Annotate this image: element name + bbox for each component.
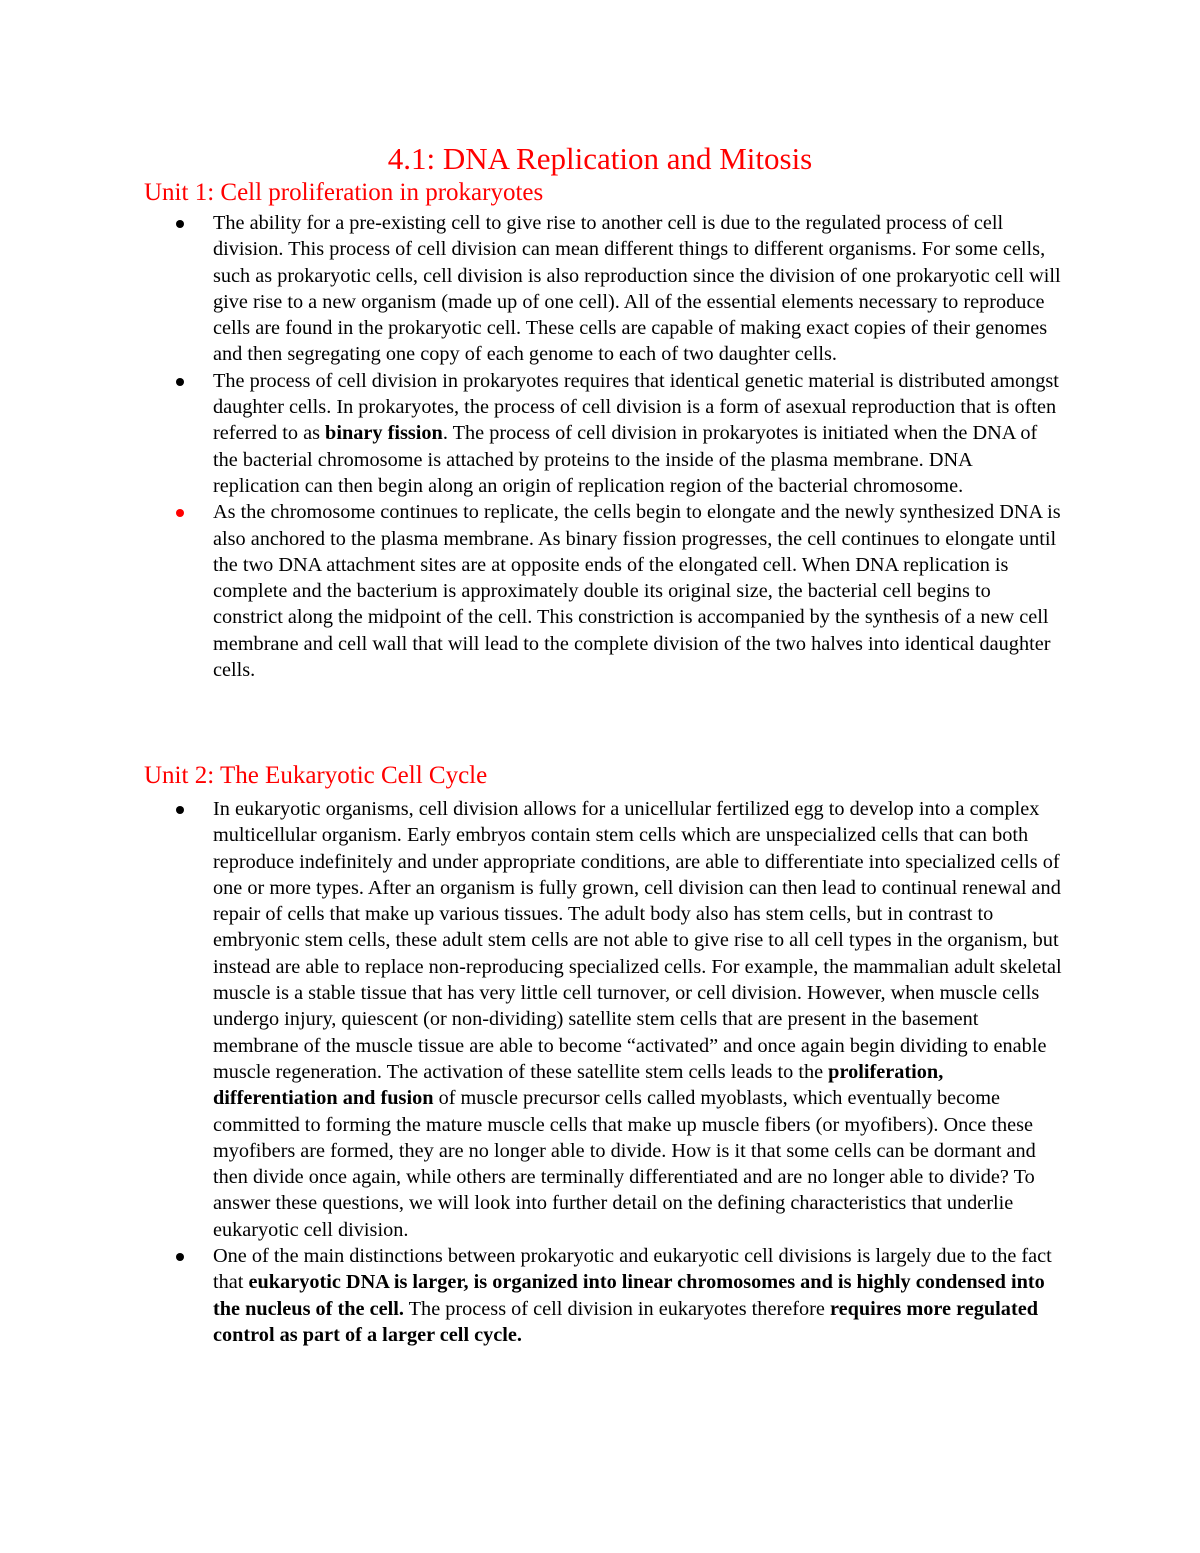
bullet-paragraph <box>213 212 1061 365</box>
bullet-dot-icon <box>176 509 184 517</box>
list-item <box>0 210 1063 368</box>
text-segment: The process of cell division in prokaryotes requires that identical genetic material is distributed amongst daughter cells. In prokaryotes, the process of cell division is a form of asexual reproduction that is often referred to as <box>213 369 1059 445</box>
bullet-paragraph <box>213 798 1062 1241</box>
bold-text-segment: eukaryotic DNA is larger, is organized into linear chromosomes and is highly condensed into the nucleus of the cell. <box>213 1271 1045 1320</box>
bold-text-segment: proliferation, differentiation and fusion <box>213 1060 944 1110</box>
list-item <box>0 368 1063 499</box>
bold-text-segment: requires more regulated control as part of a larger cell cycle. <box>213 1297 1038 1346</box>
text-segment: . The process of cell division in prokaryotes is initiated when the DNA of the bacterial chromosome is attached by proteins to the inside of the plasma membrane. DNA replication can then begin along an origin of replication region of the bacterial chromosome. <box>213 422 1038 497</box>
bullet-paragraph <box>213 501 1061 681</box>
bold-text-segment: binary fission <box>325 422 443 445</box>
bullet-dot-icon <box>176 806 184 814</box>
unit-2-bullet-list <box>0 796 1200 1348</box>
bullet-dot-icon <box>176 220 184 228</box>
list-item <box>0 499 1063 683</box>
text-segment: In eukaryotic organisms, cell division allows for a unicellular fertilized egg to develop into a complex multicellular organism. Early embryos contain stem cells which are unspecialized cells that can both reproduce indefinitely and under appropriate conditions, are able to differentiate into specialized cells of one or more types. After an organism is fully grown, cell division can then lead to continual renewal and repair of cells that make up various tissues. The adult body also has stem cells, but in contrast to embryonic stem cells, these adult stem cells are not able to give rise to all cell types in the organism, but instead are able to replace non-reproducing specialized cells. For example, the mammalian adult skeletal muscle is a stable tissue that has very little cell turnover, or cell division. However, when muscle cells undergo injury, quiescent (or non-dividing) satellite stem cells that are present in the basement membrane of the muscle tissue are able to become “activated” and once again begin dividing to enable muscle regeneration. The activation of these satellite stem cells leads to the <box>213 798 1062 1083</box>
list-item <box>0 796 1063 1243</box>
unit-2-heading: Unit 2: The Eukaryotic Cell Cycle <box>144 762 488 789</box>
unit-1-bullet-list <box>0 210 1200 683</box>
text-segment: of muscle precursor cells called myoblasts, which eventually become committed to forming the mature muscle cells that make up muscle fibers (or myofibers). Once these myofibers are formed, they are no longer able to divide. How is it that some cells can be dormant and then divide once again, while others are terminally differentiated and are no longer able to divide? To answer these questions, we will look into further detail on the defining characteristics that underlie eukaryotic cell division. <box>213 1087 1036 1241</box>
text-segment: The ability for a pre-existing cell to give rise to another cell is due to the regulated process of cell division. This process of cell division can mean different things to different organisms. For some cells, such as prokaryotic cells, cell division is also reproduction since the division of one prokaryotic cell will give rise to a new organism (made up of one cell). All of the essential elements necessary to reproduce cells are found in the prokaryotic cell. These cells are capable of making exact copies of their genomes and then segregating one copy of each genome to each of two daughter cells. <box>213 212 1061 366</box>
unit-1-heading: Unit 1: Cell proliferation in prokaryotes <box>144 179 544 206</box>
text-segment: As the chromosome continues to replicate, the cells begin to elongate and the newly synthesized DNA is also anchored to the plasma membrane. As binary fission progresses, the cell continues to elongate until the two DNA attachment sites are at opposite ends of the elongated cell. When DNA replication is complete and the bacterium is approximately double its original size, the bacterial cell begins to constrict along the midpoint of the cell. This constriction is accompanied by the synthesis of a new cell membrane and cell wall that will lead to the complete division of the two halves into identical daughter cells. <box>213 501 1061 682</box>
document-title: 4.1: DNA Replication and Mitosis <box>387 141 813 176</box>
list-item <box>0 1243 1063 1348</box>
bullet-dot-icon <box>176 1253 184 1261</box>
text-segment: The process of cell division in eukaryotes therefore <box>403 1297 830 1320</box>
bullet-dot-icon <box>176 378 184 386</box>
bullet-paragraph <box>213 370 1059 497</box>
text-segment: One of the main distinctions between prokaryotic and eukaryotic cell divisions is largely due to the fact that <box>213 1245 1052 1294</box>
bullet-paragraph <box>213 1245 1052 1346</box>
